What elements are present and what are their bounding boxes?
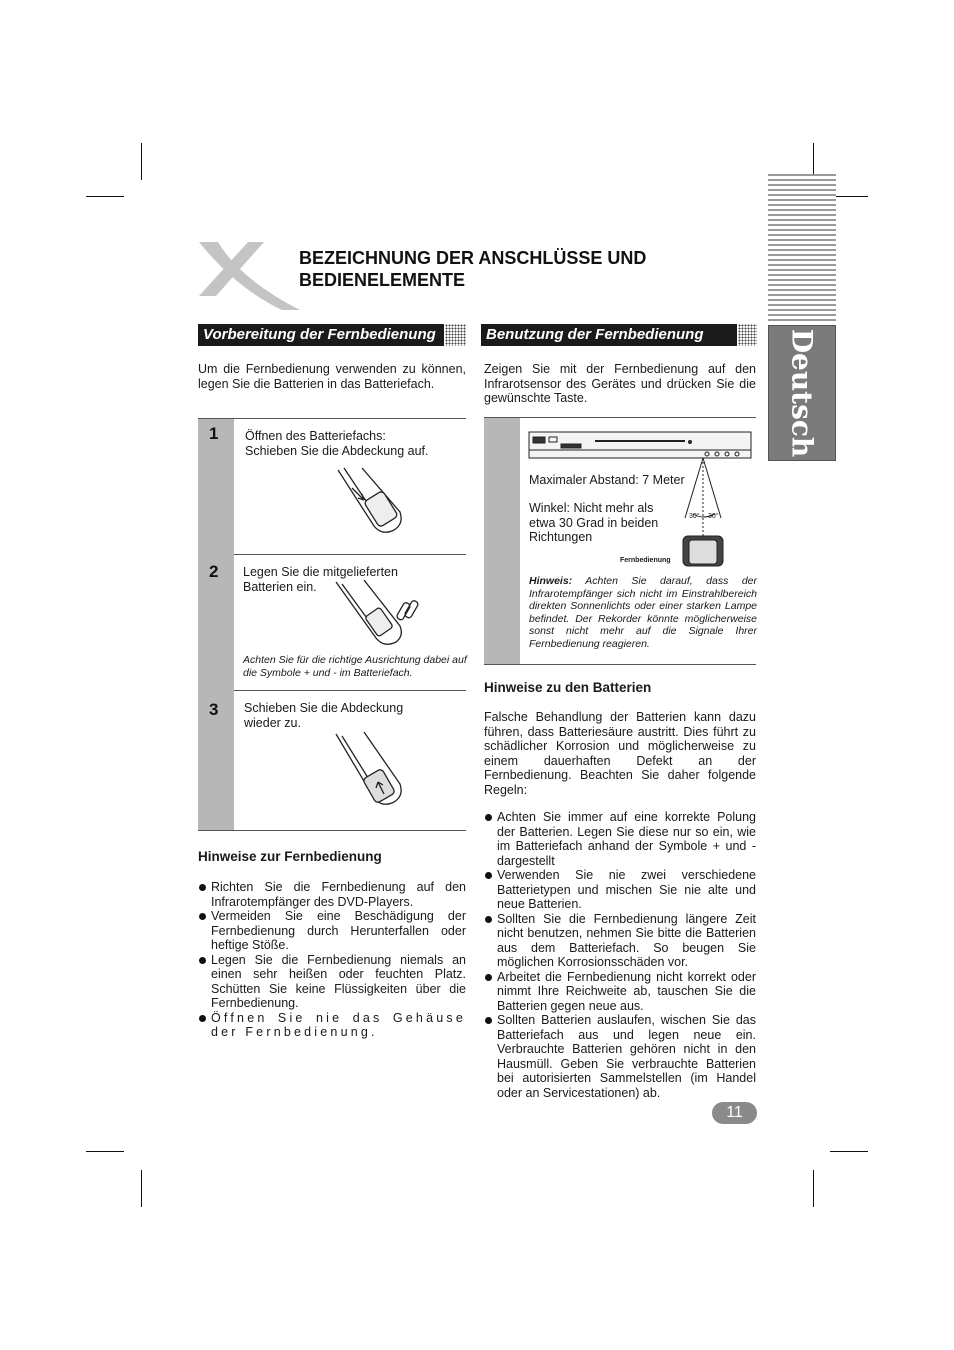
step-text: Legen Sie die mitgelieferten Batterien ein. [243,565,398,594]
crop-mark [141,1170,142,1207]
crop-mark [141,143,142,180]
section-title-dots [738,324,757,346]
hint-label: Hinweis: [529,575,573,587]
remote-notes-heading: Hinweise zur Fernbedienung [198,849,382,864]
remote-open-cover-illustration [330,466,410,546]
max-distance-text: Maximaler Abstand: 7 Meter [529,473,685,487]
hint-paragraph [529,575,757,650]
crop-mark [813,1170,814,1207]
list-item: Legen Sie die Fernbedienung niemals an einen sehr heißen oder feuchten Platz. Schütten Sie keine Flüssigkeiten über die Fernbedienung. [198,953,466,1011]
step-text: Schieben Sie die Abdeckung wieder zu. [244,701,404,730]
section-title-preparation: Vorbereitung der Fernbedienung [198,324,444,346]
list-item: Öffnen Sie nie das Gehäuse der Fernbedienung. [198,1011,466,1040]
list-item: Richten Sie die Fernbedienung auf den Infrarotempfänger des DVD-Players. [198,880,466,909]
section-title-usage: Benutzung der Fernbedienung [481,324,737,346]
step-text: Öffnen des Batteriefachs: Schieben Sie die Abdeckung auf. [245,429,429,458]
step-number: 3 [209,700,219,719]
crop-mark [830,1151,868,1152]
angle-text: Winkel: Nicht mehr als etwa 30 Grad in beiden Richtungen [529,501,659,544]
usage-divider [484,664,756,665]
page-title-line2: BEDIENELEMENTE [299,270,466,290]
remote-notes-list [198,880,466,1040]
dvd-player-range-illustration [525,428,757,568]
list-item: Sollten Batterien auslaufen, wischen Sie das Batteriefach aus und legen neue ein. Verbrauchte Batterien gehören nicht in den Hausmüll. Geben Sie verbrauchte Batterien bei autorisierten Sammelstellen (im Handel oder an Servicestationen) ab. [484,1013,756,1100]
step-divider [234,554,466,555]
usage-sidebar [484,418,520,664]
right-intro: Zeigen Sie mit der Fernbedienung auf den Infrarotsensor des Gerätes und drücken Sie die gewünschte Taste. [484,362,756,405]
step-sidebar [198,419,234,830]
step-note: Achten Sie für die richtige Ausrichtung dabei auf die Symbole + und - im Batteriefach. [243,654,467,679]
list-item: Vermeiden Sie eine Beschädigung der Fernbedienung durch Herunterfallen oder heftige Stöße. [198,909,466,953]
remote-label: Fernbedienung [620,557,671,564]
page-title-line1: BEZEICHNUNG DER ANSCHLÜSSE UND [299,248,647,268]
page-title [299,247,759,291]
battery-intro: Falsche Behandlung der Batterien kann dazu führen, dass Batteriesäure austritt. Dies führt zu schädlicher Korrosion und möglicherweise zu einem dauerhaften Defekt an der Fernbedienung. Beachten Sie daher folgende Regeln: [484,710,756,797]
usage-divider [484,417,756,418]
language-tab [768,325,836,461]
step-divider [234,690,466,691]
list-item: Arbeitet die Fernbedienung nicht korrekt oder nimmt Ihre Reichweite ab, tauschen Sie die Batterien gegen neue aus. [484,970,756,1014]
language-tab-label: Deutsch [785,328,819,458]
battery-rules-list [484,810,756,1100]
list-item: Achten Sie immer auf eine korrekte Polung der Batterien. Legen Sie diese nur so ein, wie im Batteriefach anhand der Symbole + und - dargestellt [484,810,756,868]
section-title-dots [445,324,466,346]
step-divider [198,830,466,831]
remote-insert-batteries-illustration [330,580,420,652]
angle-left-label: 30° [689,513,700,520]
page-number: 11 [712,1102,757,1124]
remote-close-cover-illustration [330,732,410,814]
step-divider [198,418,466,419]
crop-mark [86,1151,124,1152]
angle-right-label: 30° [708,513,719,520]
hint-text: Achten Sie darauf, dass der Infrarotempfänger sich nicht im Einstrahlbereich direkten Sonnenlichts oder einer starken Lampe befindet. Der Rekorder könnte möglicherweise sonst nicht mehr auf die Signale Ihrer Fernbedienung reagieren. [529,575,757,650]
step-number: 2 [209,562,219,581]
left-intro: Um die Fernbedienung verwenden zu können, legen Sie die Batterien in das Batteriefach. [198,362,466,391]
side-stripes [768,174,836,322]
list-item: Verwenden Sie nie zwei verschiedene Batterietypen und mischen Sie nie alte und neue Batterien. [484,868,756,912]
crop-mark [86,196,124,197]
x-logo-icon [196,240,302,312]
list-item: Sollten Sie die Fernbedienung längere Zeit nicht benutzen, nehmen Sie bitte die Batterien aus dem Batteriefach. So beugen Sie möglichen Korrosionsschäden vor. [484,912,756,970]
step-number: 1 [209,424,219,443]
battery-notes-heading: Hinweise zu den Batterien [484,680,652,695]
